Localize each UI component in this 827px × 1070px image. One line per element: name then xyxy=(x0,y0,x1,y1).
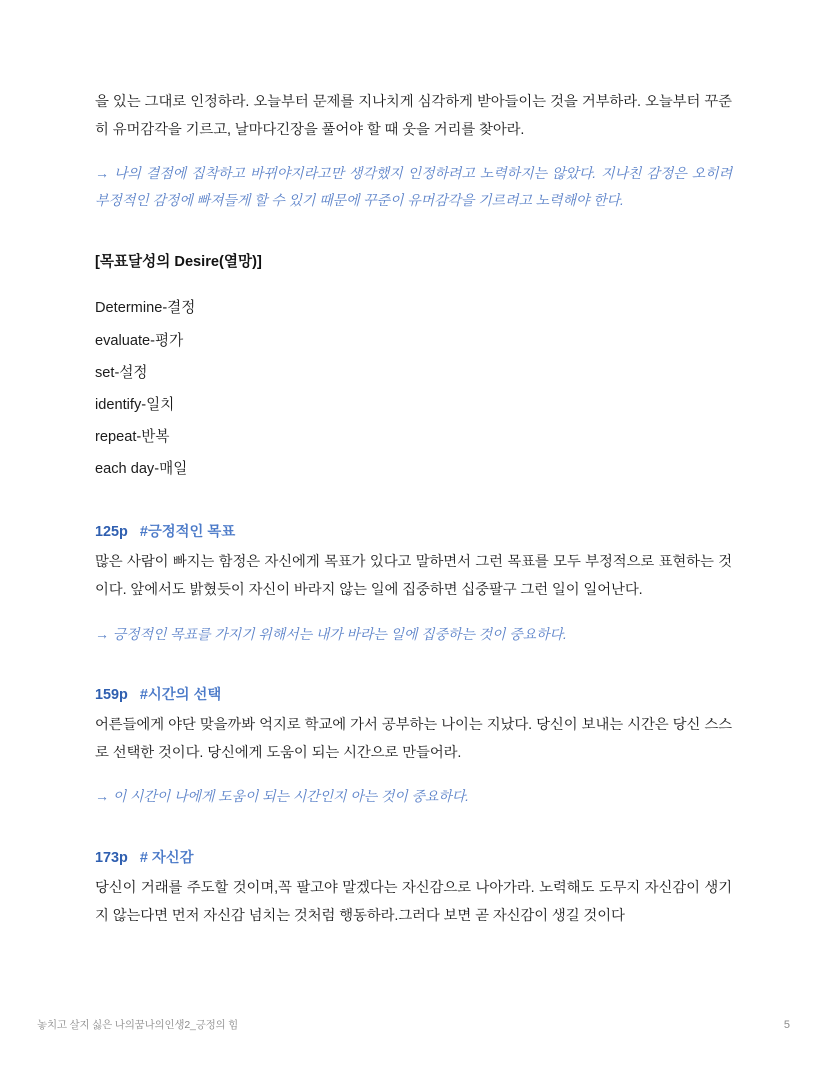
section-body: 많은 사람이 빠지는 함정은 자신에게 목표가 있다고 말하면서 그런 목표를 모두 부정적으로 표현하는 것이다. 앞에서도 밝혔듯이 자신이 바라지 않는 일에 집중하면 십중팔구 그런 일이 일어난다. xyxy=(95,554,732,599)
list-item: evaluate-평가 xyxy=(95,332,184,349)
page-footer xyxy=(37,1017,790,1032)
desire-section-title: [목표달성의 Desire(열망)] xyxy=(95,253,262,270)
spacer xyxy=(95,605,732,621)
spacer xyxy=(95,811,732,845)
list-item: Determine-결정 xyxy=(95,300,196,317)
section-tag: # 자신감 xyxy=(139,849,194,866)
section-body: 어른들에게 야단 맞을까봐 억지로 학교에 가서 공부하는 나이는 지났다. 당신이 보내는 시간은 당신 스스로 선택한 것이다. 당신에게 도움이 되는 시간으로 만들어라. xyxy=(95,717,732,762)
section-page-number: 125p xyxy=(95,524,128,541)
spacer xyxy=(95,144,732,160)
section-note: → 긍정적인 목표를 가지기 위해서는 내가 바라는 일에 집중하는 것이 중요하다. xyxy=(95,625,567,642)
spacer xyxy=(95,485,732,519)
list-item: set-설정 xyxy=(95,364,148,381)
note-intro: → 나의 결점에 집착하고 바뀌야지라고만 생각했지 인정하려고 노력하지는 않았다. 지나친 감정은 오히려 부정적인 감정에 빠져들게 할 수 있기 때문에 꾸준이 유머감각을 기르려고 노력해야 한다. xyxy=(95,165,732,209)
spacer xyxy=(95,276,732,292)
list-item: repeat-반복 xyxy=(95,428,170,445)
spacer xyxy=(95,215,732,249)
spacer xyxy=(95,648,732,682)
list-item: each day-매일 xyxy=(95,460,188,477)
section-page-number: 159p xyxy=(95,686,128,703)
spacer xyxy=(95,767,732,783)
section-page-number: 173p xyxy=(95,849,128,866)
footer-page-number: 5 xyxy=(783,1018,790,1031)
paragraph-intro: 을 있는 그대로 인정하라. 오늘부터 문제를 지나치게 심각하게 받아들이는 것을 거부하라. 오늘부터 꾸준히 유머감각을 기르고, 날마다긴장을 풀어야 할 때 웃을 거리를 찾아라. xyxy=(95,94,732,139)
footer-title: 놓치고 살지 싫은 나의꿈나의인생2_긍정의 힘 xyxy=(37,1019,239,1031)
section-heading xyxy=(95,845,732,872)
section-heading xyxy=(95,519,732,546)
section-body: 당신이 거래를 주도할 것이며,꼭 팔고야 말겠다는 자신감으로 나아가라. 노력해도 도무지 자신감이 생기지 않는다면 먼저 자신감 넘치는 것처럼 행동하라.그러다 보면 곧 자신감이 생길 것이다 xyxy=(95,880,732,925)
list-item: identify-일치 xyxy=(95,396,175,413)
document-content xyxy=(95,88,732,930)
section-heading xyxy=(95,682,732,709)
section-tag: #시간의 선택 xyxy=(139,686,222,703)
section-tag: #긍정적인 목표 xyxy=(139,524,236,541)
section-note: → 이 시간이 나에게 도움이 되는 시간인지 아는 것이 중요하다. xyxy=(95,788,469,805)
